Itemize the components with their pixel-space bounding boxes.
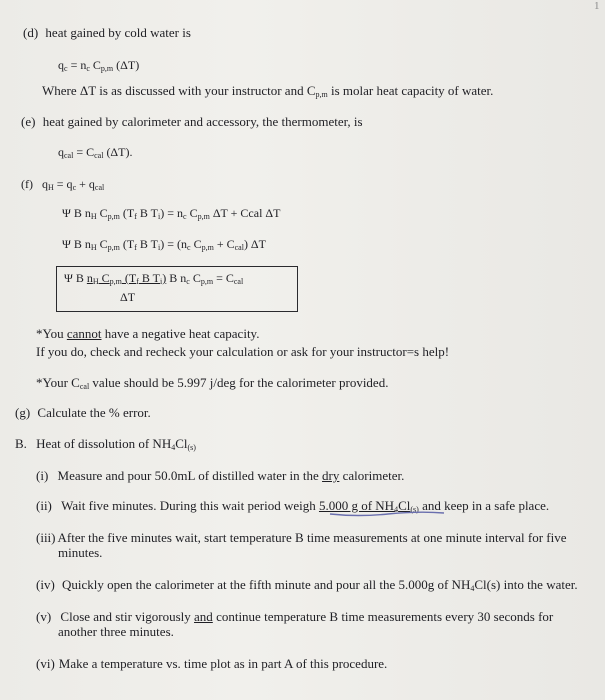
step-v: (v) Close and stir vigorously and continue temperature B time measurements every 30 seconds for (36, 609, 554, 624)
section-b-heading: B. Heat of dissolution of $NH_4Cl_{(s)}$ (15, 436, 196, 452)
equation-qcal: $q_{cal} = C_{cal}$ (ΔT). (58, 145, 133, 160)
step-v-label: (v) (36, 609, 52, 624)
where-deltat-note: Where ΔT is as discussed with your instructor and $C_{p,m}$ is molar heat capacity of water. (42, 83, 494, 99)
section-f-heading: (f) $q_H = q_c + q_{cal}$ (21, 177, 105, 192)
section-g (15, 405, 151, 421)
section-d-title: heat gained by cold water is (45, 25, 191, 40)
step-i-label: (i) (36, 468, 49, 483)
step-i: (i) Measure and pour 50.0mL of distilled water in the dry calorimeter. (36, 468, 405, 483)
section-e-heading (21, 114, 363, 130)
handwritten-underline-mark (328, 508, 446, 518)
step-vi-label: (vi) (36, 656, 55, 671)
step-v-continued: another three minutes. (58, 624, 174, 639)
step-iv-label: (iv) (36, 577, 55, 592)
note-recheck-calculation: If you do, check and recheck your calculation or ask for your instructor=s help! (36, 344, 450, 359)
section-e-title: heat gained by calorimeter and accessory, the thermometer, is (42, 114, 363, 129)
step-iv: (iv) Quickly open the calorimeter at the fifth minute and pour all the 5.000g of $NH_4Cl(s)$ into the water. (36, 577, 578, 593)
boxed-equation-denominator: ΔT (120, 290, 136, 304)
step-iii-continued: minutes. (58, 545, 103, 560)
section-e-label: (e) (21, 114, 36, 129)
section-f-label: (f) (21, 177, 33, 191)
step-vi: (vi) Make a temperature vs. time plot as in part A of this procedure. (36, 656, 388, 671)
section-g-label: (g) (15, 405, 31, 420)
section-d-heading (23, 25, 191, 41)
step-iii: (iii) After the five minutes wait, start temperature B time measurements at one minute interval for five (36, 530, 567, 545)
equation-f-line1: Ψ B $n_H$ $C_{p,m}$ ($T_f$ B $T_i) = n_c$ $C_{p,m}$ ΔT + Ccal ΔT (62, 206, 281, 221)
section-b-label: B. (15, 436, 27, 451)
note-negative-heat-capacity: *You cannot have a negative heat capacity. (36, 326, 260, 341)
step-iii-label: (iii) (36, 530, 56, 545)
step-ii-label: (ii) (36, 498, 52, 513)
equation-qc: $q_c = n_c$ $C_{p,m}$ (ΔT) (58, 58, 140, 73)
note-ccal-value: *Your $C_{cal}$ value should be 5.997 j/deg for the calorimeter provided. (36, 375, 389, 391)
equation-f-line2: Ψ B $n_H$ $C_{p,m}$ ($T_f$ B $T_i) = (n_c$ $C_{p,m} + C_{cal}$) ΔT (62, 237, 266, 252)
section-g-title: Calculate the % error. (37, 405, 151, 420)
boxed-equation-numerator: Ψ B $n_H$ $C_{p,m}$ ($T_f$ B $T_i$) B $n_c$ $C_{p,m} = C_{cal}$ (64, 271, 244, 286)
section-d-label: (d) (23, 25, 39, 40)
step-ii: (ii) Wait five minutes. During this wait period weigh 5.000 g of $NH_4Cl_{(s)}$ and keep in a safe place. (36, 498, 550, 514)
corner-mark: 1 (594, 0, 600, 12)
